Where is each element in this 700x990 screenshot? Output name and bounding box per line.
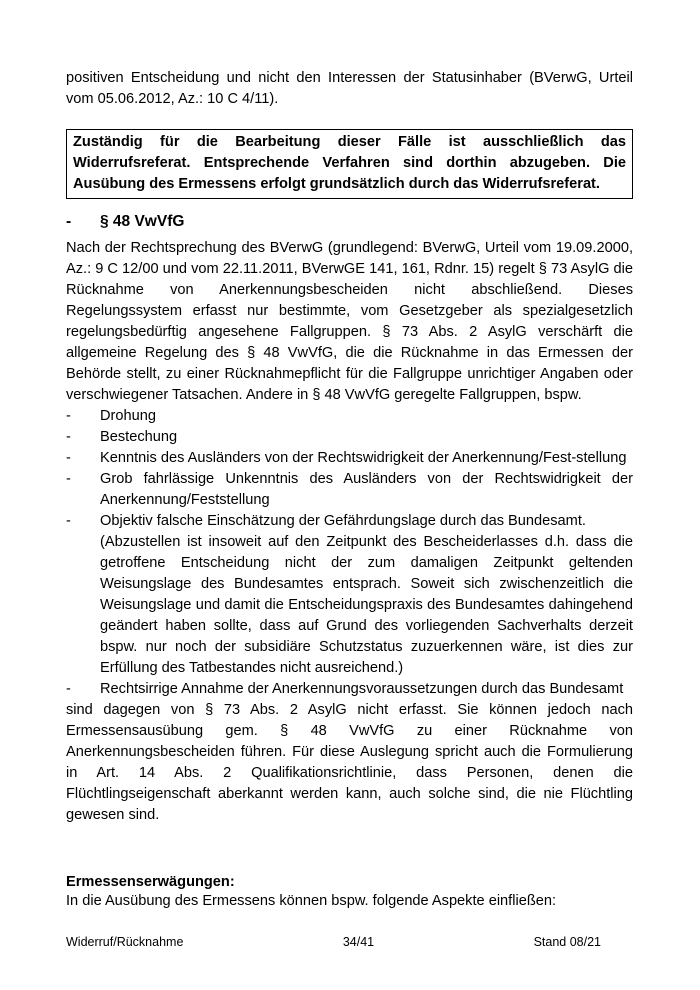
list-item-text: Kenntnis des Ausländers von der Rechtswidrigkeit der Anerkennung/Fest-stellung <box>100 450 627 466</box>
section-paragraph: Nach der Rechtsprechung des BVerwG (grundlegend: BVerwG, Urteil vom 19.09.2000, Az.: 9 C 12/00 und vom 22.11.2011, BVerwGE 141, 161, Rdnr. 15) regelt § 73 AsylG die Rücknahme von Anerkennungsbescheiden nicht abschließend. Dieses Regelungssystem erfasst nur bestimmte, vom Gesetzgeber als spezialgesetzlich regelungsbedürftig angesehene Fallgruppen. § 73 Abs. 2 AsylG verschärft die allgemeine Regelung des § 48 VwVfG, die die Rücknahme in das Ermessen der Behörde stellt, zu einer Rücknahmepflicht für die Fallgruppe unrichtiger Angaben oder verschwiegener Tatsachen. Andere in § 48 VwVfG geregelte Fallgruppen, bspw. <box>66 240 633 403</box>
list-item <box>66 679 633 700</box>
intro-paragraph: positiven Entscheidung und nicht den Interessen der Statusinhaber (BVerwG, Urteil vom 05.06.2012, Az.: 10 C 4/11). <box>66 70 633 107</box>
list-item <box>66 427 633 448</box>
footer-document-name: Widerruf/Rücknahme <box>66 935 184 949</box>
list-item-text: Objektiv falsche Einschätzung der Gefährdungslage durch das Bundesamt. <box>100 513 586 529</box>
list-bullet: - <box>66 513 71 529</box>
list-item <box>66 511 633 532</box>
section-body <box>66 238 633 826</box>
list-item <box>66 448 633 469</box>
heading-dash: - <box>66 213 72 230</box>
heading-title: § 48 VwVfG <box>100 213 185 230</box>
after-list-paragraph: sind dagegen von § 73 Abs. 2 AsylG nicht erfasst. Sie können jedoch nach Ermessensausübung gem. § 48 VwVfG zu einer Rücknahme von Anerkennungsbescheiden führen. Für diese Auslegung spricht auch die Formulierung in Art. 14 Abs. 2 Qualifikationsrichtlinie, dass Personen, denen die Flüchtlingseigenschaft aberkannt werden kann, auch solche sind, die nie Flüchtling gewesen sind. <box>66 702 633 823</box>
list-bullet: - <box>66 408 71 424</box>
footer-version: Stand 08/21 <box>533 935 601 949</box>
list-item <box>66 406 633 427</box>
footer-page-number: 34/41 <box>342 935 375 949</box>
responsibility-notice-box: Zuständig für die Bearbeitung dieser Fälle ist ausschließlich das Widerrufsreferat. Entsprechende Verfahren sind dorthin abzugeben. Die Ausübung des Ermessens erfolgt grundsätzlich durch das Widerrufsreferat. <box>66 129 633 199</box>
case-group-list <box>66 406 633 532</box>
list-item-text: Bestechung <box>100 429 178 445</box>
list-bullet: - <box>66 681 71 697</box>
section-heading <box>66 213 184 231</box>
list-item-text: Drohung <box>100 408 156 424</box>
list-bullet: - <box>66 429 71 445</box>
ermessen-intro: In die Ausübung des Ermessens können bspw. folgende Aspekte einfließen: <box>66 893 557 909</box>
ermessen-heading: Ermessenserwägungen: <box>66 874 235 890</box>
list-bullet: - <box>66 450 71 466</box>
list-item <box>66 469 633 511</box>
list-item-text: Rechtsirrige Annahme der Anerkennungsvoraussetzungen durch das Bundesamt <box>100 681 624 697</box>
list-bullet: - <box>66 471 71 487</box>
list-item-text: Grob fahrlässige Unkenntnis des Ausländers von der Rechtswidrigkeit der Anerkennung/Feststellung <box>100 471 633 508</box>
page-footer <box>66 935 601 949</box>
list-note: (Abzustellen ist insoweit auf den Zeitpunkt des Bescheiderlasses d.h. dass die getroffene Entscheidung nicht der zum damaligen Zeitpunkt geltenden Weisungslage des Bundesamtes entsprach. Soweit sich zwischenzeitlich die Weisungslage und damit die Entscheidungspraxis des Bundesamtes dahingehend geändert haben sollte, dass auf Grund des vorliegenden Sachverhalts derzeit bspw. nur noch der subsidiäre Schutzstatus zuzuerkennen wäre, ist dies zur Erfüllung des Tatbestandes nicht ausreichend.) <box>100 534 633 676</box>
